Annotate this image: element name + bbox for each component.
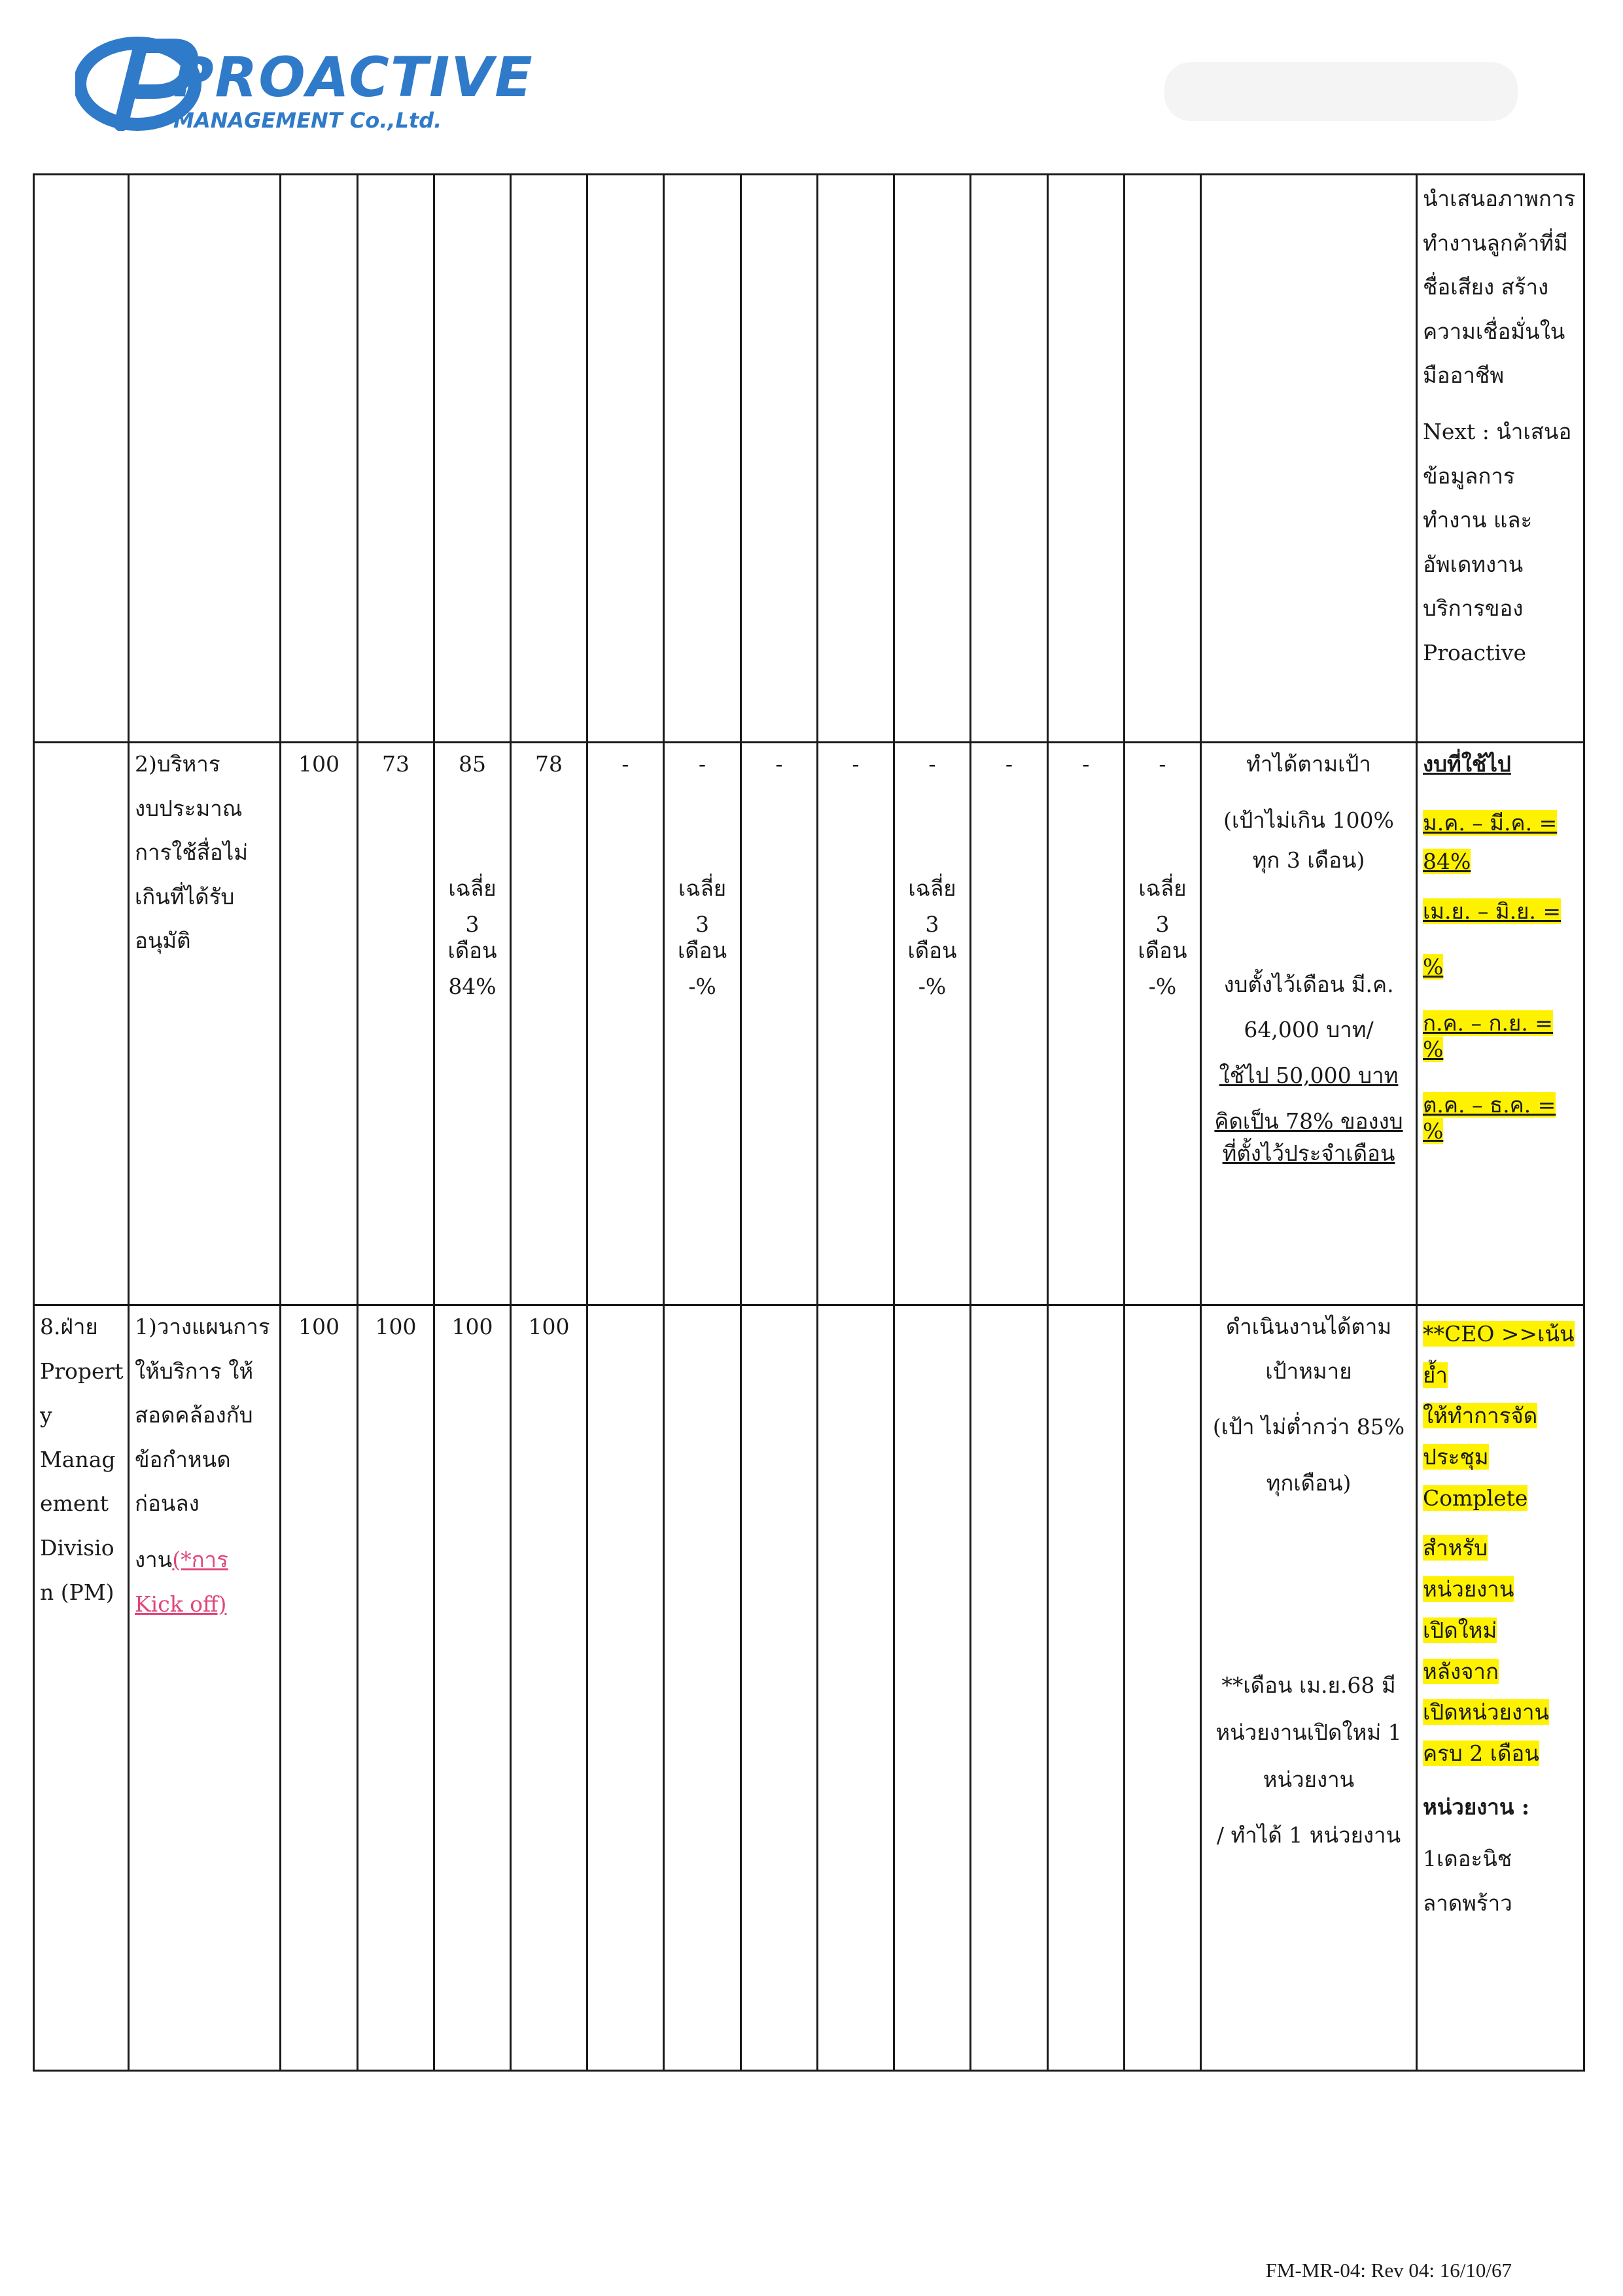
target-value: 100	[281, 743, 358, 1305]
result-line: ทำได้ตามเป้า	[1246, 751, 1371, 777]
remark-cell	[1417, 175, 1584, 743]
ceo-note: ย้ำ	[1423, 1362, 1448, 1388]
result-cell	[1201, 743, 1417, 1305]
ceo-note: ประชุม	[1423, 1444, 1489, 1470]
remark-title: งบที่ใช้ไป	[1423, 751, 1511, 777]
month-value: 73	[358, 743, 434, 1305]
result-line: ทุก 3 เดือน)	[1252, 847, 1365, 874]
kpi-line: สอดคล้องกับ	[135, 1402, 253, 1428]
ceo-note: **CEO >>เน้น	[1423, 1321, 1575, 1347]
kpi-line: งาน	[135, 1546, 173, 1572]
month-value: -	[741, 743, 818, 1305]
remark-line: ชื่อเสียง สร้าง	[1423, 274, 1549, 300]
dept-line: Manag	[40, 1446, 116, 1472]
remark-q3: ก.ค. – ก.ย. = %	[1423, 1010, 1553, 1062]
remark-cell	[1417, 743, 1584, 1305]
avg-value: -%	[688, 974, 716, 1000]
dept-line: Divisio	[40, 1534, 114, 1561]
avg-label: เฉลี่ย	[908, 875, 956, 901]
kpi-cell	[129, 743, 281, 1305]
month-value: -	[587, 743, 664, 1305]
dept-cell	[34, 1305, 129, 2071]
avg-value: 84%	[448, 974, 497, 1000]
table-row-budget	[34, 743, 1584, 1305]
result-line: (เป้าไม่เกิน 100%	[1223, 807, 1394, 833]
remark-line: มืออาชีพ	[1423, 362, 1505, 389]
ceo-note: สำหรับ	[1423, 1535, 1488, 1561]
month-value: 100	[358, 1305, 434, 2071]
result-line: เป้าหมาย	[1265, 1358, 1352, 1384]
result-line: ที่ตั้งไว้ประจำเดือน	[1222, 1140, 1395, 1167]
result-line: ใช้ไป 50,000 บาท	[1219, 1062, 1399, 1088]
kpi-line: อนุมัติ	[135, 928, 191, 954]
month-value-q1: 85 เฉลี่ย 3 เดือน 84%	[434, 743, 511, 1305]
kpi-line: 2)บริหาร	[135, 751, 220, 777]
month-value: 78	[511, 743, 587, 1305]
dept-cell	[34, 743, 129, 1305]
kpi-cell	[129, 175, 281, 743]
dept-line: 8.ฝ่าย	[40, 1314, 98, 1339]
month-value-q3: - เฉลี่ย 3 เดือน -%	[894, 743, 971, 1305]
result-line: (เป้า ไม่ต่ำกว่า 85%	[1212, 1414, 1405, 1440]
avg-value: -%	[918, 974, 947, 1000]
remark-line: นำเสนอภาพการ	[1423, 186, 1576, 211]
dept-line: n (PM)	[40, 1579, 114, 1605]
unit-label: หน่วยงาน :	[1423, 1793, 1530, 1820]
result-cell	[1201, 1305, 1417, 2071]
remark-line: อัพเดทงาน	[1423, 551, 1524, 577]
kpi-line: ก่อนลง	[135, 1491, 200, 1517]
company-logo	[75, 33, 534, 133]
remark-line: ทำงาน และ	[1423, 507, 1533, 533]
month-value: -	[818, 743, 894, 1305]
ceo-note: Complete	[1423, 1485, 1528, 1511]
result-line: คิดเป็น 78% ของงบ	[1214, 1108, 1403, 1134]
kpi-line: ข้อกำหนด	[135, 1446, 231, 1472]
avg-period: 3 เดือน	[677, 911, 727, 963]
month-value-q2: - เฉลี่ย 3 เดือน -%	[664, 743, 741, 1305]
remark-q1: ม.ค. – มี.ค. =	[1423, 809, 1558, 836]
avg-period: 3 เดือน	[907, 911, 957, 963]
result-note: **เดือน เม.ย.68 มี	[1221, 1672, 1396, 1699]
month-value: 100	[511, 1305, 587, 2071]
avg-label: เฉลี่ย	[448, 875, 497, 901]
kpi-line: 1)วางแผนการ	[135, 1314, 270, 1339]
kpi-line: การใช้สื่อไม่	[135, 839, 249, 866]
avg-label: เฉลี่ย	[1138, 875, 1187, 901]
avg-period: 3 เดือน	[447, 911, 497, 963]
logo-subtitle: MANAGEMENT Co.,Ltd.	[173, 108, 442, 133]
result-note: / ทำได้ 1 หน่วยงาน	[1216, 1822, 1401, 1848]
remark-line: ข้อมูลการ	[1423, 463, 1515, 489]
ceo-note: ให้ทำการจัด	[1423, 1403, 1538, 1429]
kpi-line: งบประมาณ	[135, 795, 243, 821]
ceo-note: หลังจาก	[1423, 1658, 1499, 1684]
result-line: ทุกเดือน)	[1266, 1470, 1352, 1496]
kpi-line: ให้บริการ ให้	[135, 1358, 254, 1384]
result-line: ดำเนินงานได้ตาม	[1225, 1314, 1392, 1339]
result-note: หน่วยงาน	[1263, 1766, 1355, 1792]
unit-line: 1เดอะนิช	[1423, 1846, 1512, 1872]
remark-line: ทำงานลูกค้าที่มี	[1423, 230, 1568, 256]
document-code: FM-MR-04: Rev 04: 16/10/67	[1265, 2259, 1512, 2282]
month-value-q4: - เฉลี่ย 3 เดือน -%	[1125, 743, 1201, 1305]
table-row-pm	[34, 1305, 1584, 2071]
remark-cell	[1417, 1305, 1584, 2071]
remark-line: บริการของ	[1423, 595, 1524, 622]
month-value: 100	[434, 1305, 511, 2071]
kick-off-link[interactable]: (*การ	[172, 1546, 228, 1572]
month-value: -	[971, 743, 1048, 1305]
remark-q2: เม.ย. – มิ.ย. =	[1423, 898, 1562, 924]
dept-line: Propert	[40, 1358, 124, 1384]
kpi-table	[33, 173, 1585, 2072]
dept-line: ement	[40, 1491, 109, 1517]
remark-line: ความเชื่อมั่นใน	[1423, 318, 1565, 344]
kpi-cell	[129, 1305, 281, 2071]
ceo-note: ครบ 2 เดือน	[1423, 1740, 1539, 1766]
result-line: 64,000 บาท/	[1244, 1017, 1374, 1043]
dept-line: y	[40, 1402, 52, 1428]
result-cell	[1201, 175, 1417, 743]
remark-q4: ต.ค. – ธ.ค. = %	[1423, 1092, 1556, 1144]
avg-period: 3 เดือน	[1138, 911, 1187, 963]
remark-line: Proactive	[1423, 639, 1526, 665]
kick-off-link-cont[interactable]: Kick off)	[135, 1591, 227, 1617]
remark-q2-value: %	[1423, 954, 1444, 980]
remark-q1-value: 84%	[1423, 849, 1471, 875]
remark-line: Next : นำเสนอ	[1423, 418, 1572, 444]
dept-cell	[34, 175, 129, 743]
result-line: งบตั้งไว้เดือน มี.ค.	[1223, 971, 1394, 997]
month-value: -	[1048, 743, 1125, 1305]
ceo-note: เปิดหน่วยงาน	[1423, 1699, 1550, 1725]
avg-label: เฉลี่ย	[678, 875, 727, 901]
kpi-line: เกินที่ได้รับ	[135, 883, 235, 910]
avg-value: -%	[1148, 974, 1177, 1000]
target-value: 100	[281, 1305, 358, 2071]
ceo-note: เปิดใหม่	[1423, 1617, 1497, 1643]
table-row-continuation	[34, 175, 1584, 743]
logo-brand-text: PROACTIVE	[173, 45, 534, 109]
result-note: หน่วยงานเปิดใหม่ 1	[1215, 1719, 1402, 1745]
watermark-ghost	[1158, 36, 1524, 134]
ceo-note: หน่วยงาน	[1423, 1576, 1514, 1602]
unit-line: ลาดพร้าว	[1423, 1890, 1512, 1916]
